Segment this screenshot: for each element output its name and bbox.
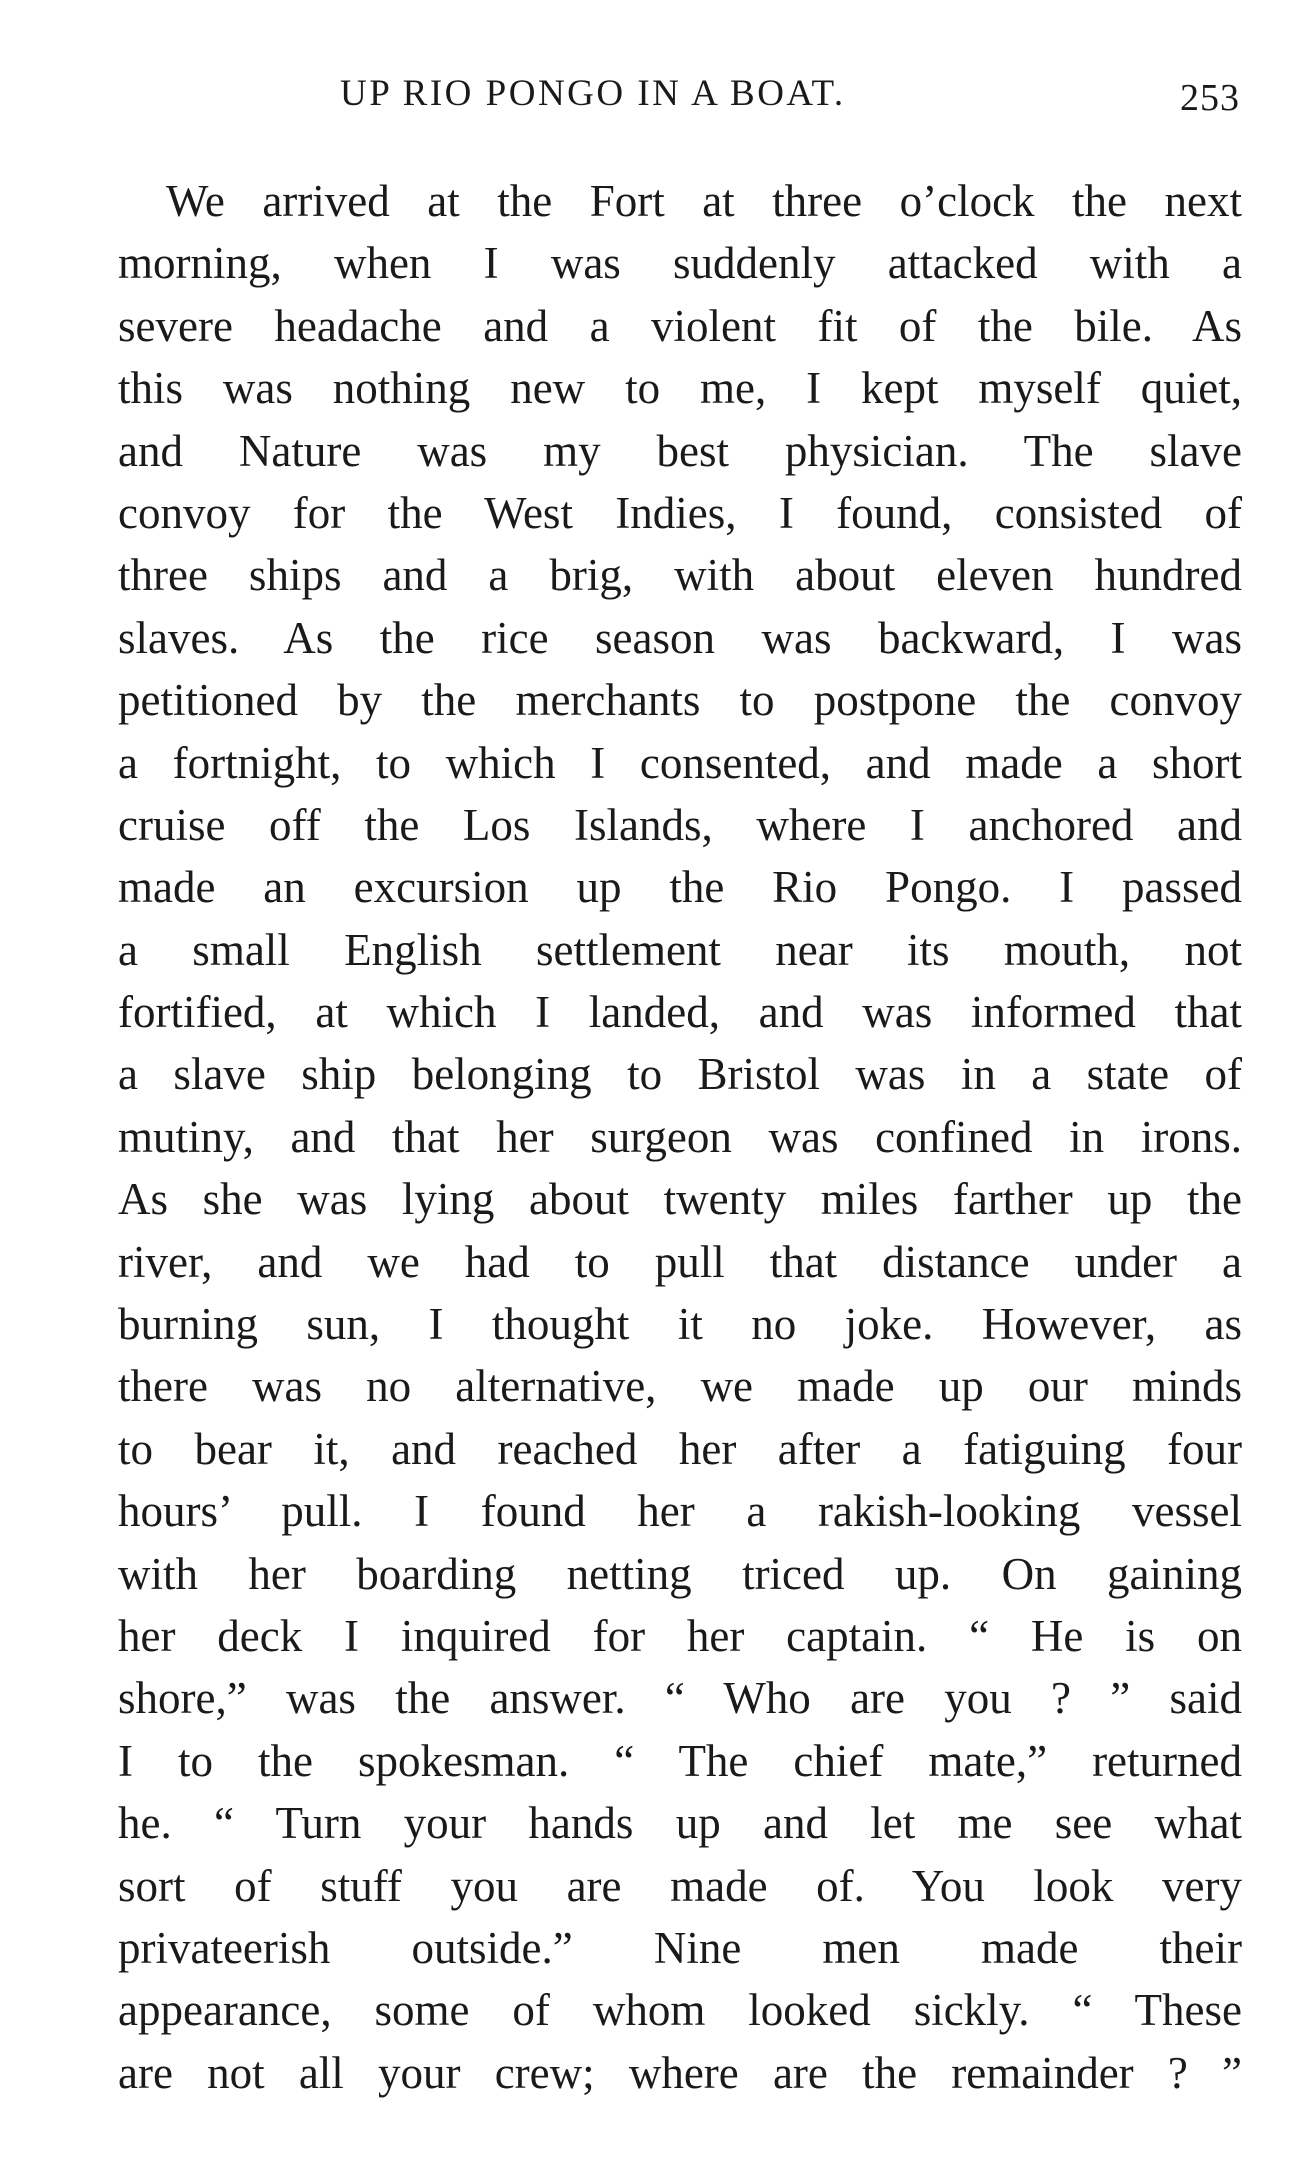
text-line: this was nothing new to me, I kept myself quiet, [118, 363, 1242, 414]
text-line: shore,” was the answer. “ Who are you ? ” said [118, 1673, 1242, 1724]
text-line: and Nature was my best physician. The slave [118, 425, 1242, 476]
text-line: We arrived at the Fort at three o’clock the next [166, 176, 1242, 226]
text-line: river, and we had to pull that distance under a [118, 1236, 1242, 1287]
text-line: mutiny, and that her surgeon was confined in irons. [118, 1111, 1242, 1162]
text-line: morning, when I was suddenly attacked with a [118, 238, 1242, 289]
text-line: there was no alternative, we made up our minds [118, 1361, 1242, 1412]
running-head [120, 72, 1240, 132]
text-line: with her boarding netting triced up. On gaining [118, 1548, 1242, 1599]
text-line: burning sun, I thought it no joke. However, as [118, 1299, 1242, 1350]
text-line: slaves. As the rice season was backward, I was [118, 612, 1242, 663]
text-line: to bear it, and reached her after a fatiguing four [118, 1423, 1242, 1474]
text-line: he. “ Turn your hands up and let me see what [118, 1798, 1242, 1849]
text-line: cruise off the Los Islands, where I anchored and [118, 799, 1242, 850]
text-line: made an excursion up the Rio Pongo. I passed [118, 862, 1242, 913]
text-line: a slave ship belonging to Bristol was in a state of [118, 1049, 1242, 1100]
text-line: hours’ pull. I found her a rakish-looking vessel [118, 1486, 1242, 1537]
text-line: her deck I inquired for her captain. “ He is on [118, 1610, 1242, 1661]
text-line: sort of stuff you are made of. You look very [118, 1860, 1242, 1911]
text-line: As she was lying about twenty miles farther up the [118, 1174, 1242, 1225]
page-number: 253 [1180, 77, 1240, 119]
text-line: appearance, some of whom looked sickly. “ These [118, 1985, 1242, 2036]
body-text [118, 170, 1242, 2104]
text-line: a small English settlement near its mouth, not [118, 924, 1242, 975]
text-line: are not all your crew; where are the remainder ? ” [118, 2047, 1242, 2098]
text-line: three ships and a brig, with about eleven hundred [118, 550, 1242, 601]
text-line: I to the spokesman. “ The chief mate,” returned [118, 1735, 1242, 1786]
text-line: petitioned by the merchants to postpone the convoy [118, 675, 1242, 726]
running-title: UP RIO PONGO IN A BOAT. [340, 73, 846, 114]
text-line: severe headache and a violent fit of the bile. As [118, 300, 1242, 351]
text-line: convoy for the West Indies, I found, consisted of [118, 487, 1242, 538]
text-line: privateerish outside.” Nine men made their [118, 1922, 1242, 1973]
text-line: a fortnight, to which I consented, and made a short [118, 737, 1242, 788]
text-line: fortified, at which I landed, and was informed that [118, 987, 1242, 1038]
